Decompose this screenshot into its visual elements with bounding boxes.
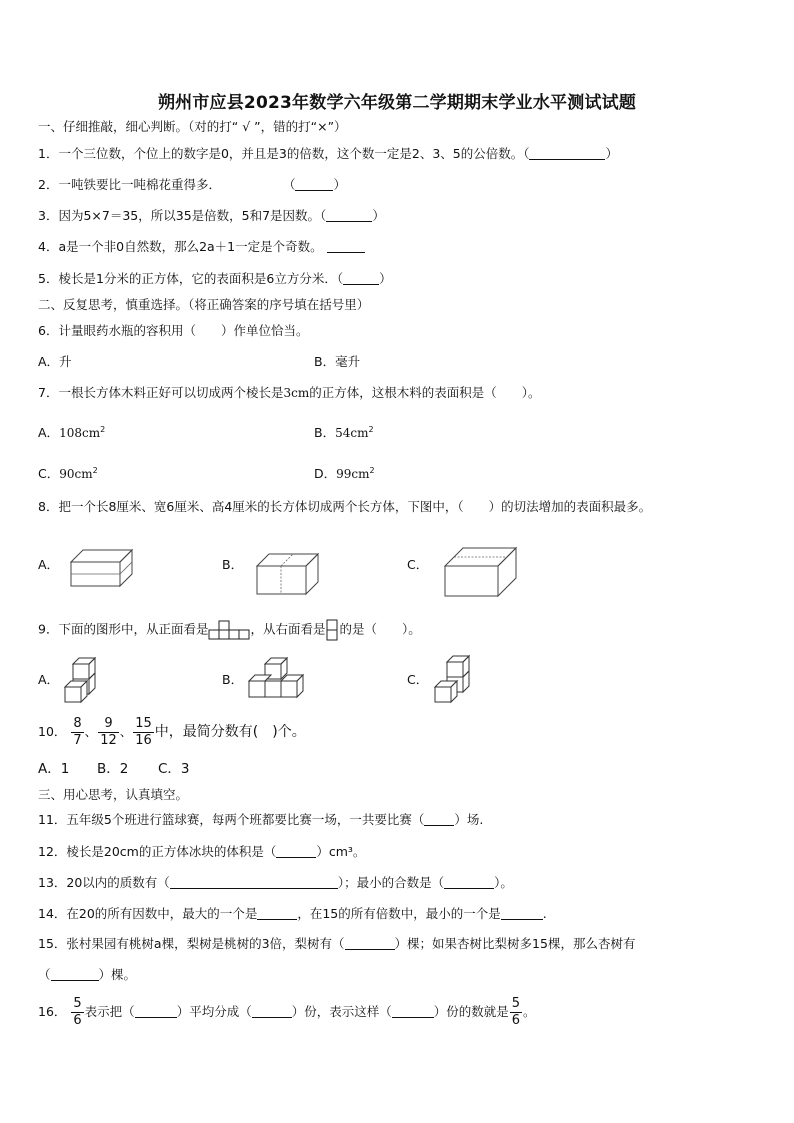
right-view-icon (325, 619, 339, 641)
q10-option-b[interactable]: B．2 (97, 761, 129, 777)
question-15-line2: （ ）棵。 (38, 967, 137, 982)
answer-blank[interactable] (343, 272, 379, 285)
question-11: 11．五年级5个班进行篮球赛，每两个班都要比赛一场，一共要比赛（ ）场. (38, 812, 484, 827)
q9-cubes-c-figure (434, 654, 470, 704)
answer-blank[interactable] (392, 1005, 434, 1018)
q7-option-d[interactable]: D．$99cm^2$ (314, 466, 375, 482)
answer-blank[interactable] (345, 937, 395, 950)
q7-option-c[interactable]: C．$90cm^2$ (38, 466, 98, 482)
question-13: 13．20以内的质数有（ ）；最小的合数是（ ）。 (38, 875, 513, 890)
fraction-9-12: $\frac{9}{12}$ (100, 716, 117, 748)
question-16: 16． $\frac{5}{6}$ 表示把（ ）平均分成（ ）份，表示这样（ ）份的数就是 $\frac{5}{6}$ 。 (38, 996, 536, 1028)
q7-option-b[interactable]: B．$54cm^2$ (314, 425, 374, 441)
answer-blank[interactable] (170, 876, 338, 889)
answer-blank[interactable] (295, 178, 333, 191)
front-view-icon (208, 620, 250, 640)
question-1: 1．一个三位数，个位上的数字是0，并且是3的倍数，这个数一定是2、3、5的公倍数。（ ） (38, 146, 618, 161)
section2-heading: 二、反复思考，慎重选择。（将正确答案的序号填在括号里） (38, 297, 370, 312)
q8-box-a-figure (70, 548, 134, 590)
answer-blank[interactable] (51, 968, 99, 981)
answer-blank[interactable] (276, 845, 316, 858)
question-8: 8．把一个长8厘米、宽6厘米、高4厘米的长方体切成两个长方体，下图中，（ ）的切法增加的表面积最多。 (38, 499, 652, 514)
section1-heading: 一、仔细推敲，细心判断。（对的打“ √ ”，错的打“×”） (38, 119, 347, 134)
answer-blank[interactable] (327, 240, 365, 253)
question-5: 5．棱长是1分米的正方体，它的表面积是6立方分米．（ ） (38, 271, 392, 286)
q6-option-a[interactable]: A．升 (38, 354, 72, 369)
question-3: 3．因为5×7＝35，所以35是倍数，5和7是因数。（ ） (38, 208, 385, 223)
q6-option-b[interactable]: B．毫升 (314, 354, 361, 369)
question-6: 6．计量眼药水瓶的容积用（ ）作单位恰当。 (38, 323, 309, 338)
question-4: 4．a是一个非0自然数，那么2a＋1一定是个奇数。 (38, 238, 365, 256)
q7-option-a[interactable]: A．$108cm^2$ (38, 425, 106, 441)
q8-option-c[interactable]: C． (407, 557, 429, 572)
answer-blank[interactable] (444, 876, 494, 889)
answer-blank[interactable] (257, 907, 297, 920)
answer-blank[interactable] (135, 1005, 177, 1018)
question-14: 14．在20的所有因数中，最大的一个是 ，在15的所有倍数中，最小的一个是 . (38, 906, 547, 921)
q8-option-b[interactable]: B． (222, 557, 244, 572)
question-12: 12．棱长是20cm的正方体冰块的体积是（ ）cm³。 (38, 844, 366, 859)
q9-cubes-a-figure (64, 656, 98, 704)
page-title: 朔州市应县2023年数学六年级第二学期期末学业水平测试试题 (157, 93, 637, 113)
section3-heading: 三、用心思考，认真填空。 (38, 787, 189, 802)
question-10: 10． $\frac{8}{7}$ 、 $\frac{9}{12}$ 、 $\frac{15}{16}$ 中，最简分数有( )个。 (38, 716, 306, 748)
q9-option-b[interactable]: B． (222, 672, 244, 687)
fraction-8-7: $\frac{8}{7}$ (73, 716, 82, 748)
q10-option-c[interactable]: C．3 (158, 761, 190, 777)
answer-blank[interactable] (501, 907, 543, 920)
q8-box-c-figure (444, 546, 518, 598)
q8-box-b-figure (256, 552, 320, 596)
fraction-5-6: $\frac{5}{6}$ (73, 996, 82, 1028)
question-7: 7．一根长方体木料正好可以切成两个棱长是3cm的正方体，这根木料的表面积是（ ）。 (38, 385, 541, 400)
answer-blank[interactable] (252, 1005, 292, 1018)
answer-blank[interactable] (424, 813, 454, 826)
question-2: 2．一吨铁要比一吨棉花重得多． （ ） (38, 177, 346, 192)
q9-option-c[interactable]: C． (407, 672, 429, 687)
q9-cubes-b-figure (248, 656, 304, 700)
question-15-line1: 15．张村果园有桃树a棵，梨树是桃树的3倍，梨树有（ ）棵；如果杏树比梨树多15棵，那么杏树有 (38, 936, 636, 951)
fraction-15-16: $\frac{15}{16}$ (135, 716, 152, 748)
question-9: 9．下面的图形中，从正面看是 ，从右面看是 的是（ ）。 (38, 619, 421, 641)
answer-blank[interactable] (529, 147, 605, 160)
q10-option-a[interactable]: A．1 (38, 761, 70, 777)
q9-option-a[interactable]: A． (38, 672, 60, 687)
fraction-5-6: $\frac{5}{6}$ (511, 996, 521, 1028)
answer-blank[interactable] (326, 209, 372, 222)
q8-option-a[interactable]: A． (38, 557, 60, 572)
